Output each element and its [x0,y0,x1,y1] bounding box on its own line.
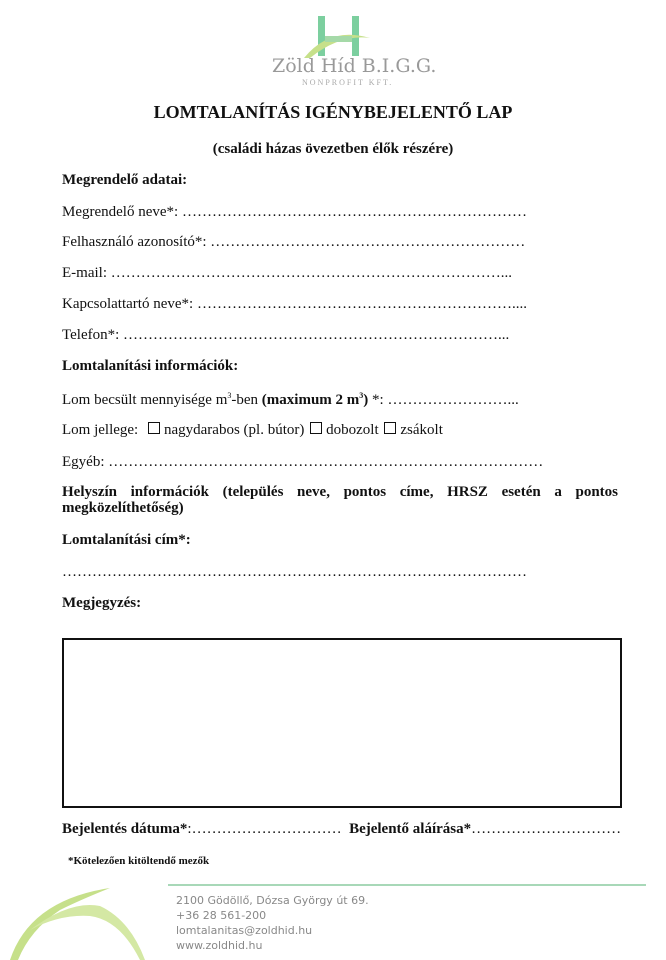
location-info: Helyszín információk (település neve, pontos címe, HRSZ esetén a pontos megközelíthetőség) [62,484,618,516]
section-info: Lomtalanítási információk: [62,358,239,374]
footer-web[interactable]: www.zoldhid.hu [176,939,263,952]
checkbox-bagged[interactable] [384,422,396,434]
leaf-icon [0,880,150,960]
amount-dots: *: ……………………... [368,392,519,408]
section-orderer: Megrendelő adatai: [62,172,188,188]
footer-address: 2100 Gödöllő, Dózsa György út 69. [176,894,369,907]
footer-phone: +36 28 561-200 [176,909,267,922]
note-box[interactable] [62,638,622,808]
option-bulky: nagydarabos (pl. bútor) [163,422,305,438]
checkbox-boxed[interactable] [310,422,322,434]
page-title: LOMTALANÍTÁS IGÉNYBEJELENTŐ LAP [153,102,513,122]
user-id-field[interactable]: Felhasználó azonosító*: ……………………………………………………… [62,234,526,250]
date-label: Bejelentés dátuma* [62,821,188,837]
option-bagged: zsákolt [400,422,443,438]
amount-mid: -ben [231,392,262,408]
amount-max [262,392,369,408]
footer-email[interactable]: lomtalanitas@zoldhid.hu [176,924,313,937]
max-end: ) [363,392,369,408]
contact-field[interactable]: Kapcsolattartó neve*: ……………………………………………………….... [62,296,527,312]
footer-divider [168,884,646,886]
logo-icon [300,12,380,60]
option-boxed: dobozolt [326,422,379,438]
signature-label: Bejelentő aláírása* [349,821,472,837]
amount-label: Lom becsült mennyisége m [62,392,228,408]
other-field[interactable]: Egyéb: …………………………………………………………………………… [62,454,544,470]
address-field[interactable]: ………………………………………………………………………………… [62,564,527,580]
max-text: (maximum 2 m [261,392,360,408]
logo-sub: NONPROFIT KFT. [302,78,394,87]
signature-field[interactable]: ………………………… [471,821,622,837]
phone-field[interactable]: Telefon*: …………………………………………………………………... [62,327,510,343]
date-field[interactable]: :………………………… [187,821,342,837]
note-label: Megjegyzés: [62,595,142,611]
type-label: Lom jellege: [62,422,139,438]
date-signature-row [62,821,621,838]
amount-field[interactable] [62,391,519,409]
page-subtitle: (családi házas övezetben élők részére) [212,141,454,157]
address-label: Lomtalanítási cím*: [62,532,191,548]
name-field[interactable]: Megrendelő neve*: …………………………………………………………… [62,204,527,220]
email-field[interactable]: E-mail: ……………………………………………………………………... [62,265,512,281]
sup: 3 [227,391,232,400]
type-row [62,422,443,439]
checkbox-bulky[interactable] [148,422,160,434]
logo-name: Zöld Híd B.I.G.G. [272,55,437,77]
required-note: *Kötelezően kitöltendő mezők [68,855,210,867]
sup: 3 [359,391,364,400]
